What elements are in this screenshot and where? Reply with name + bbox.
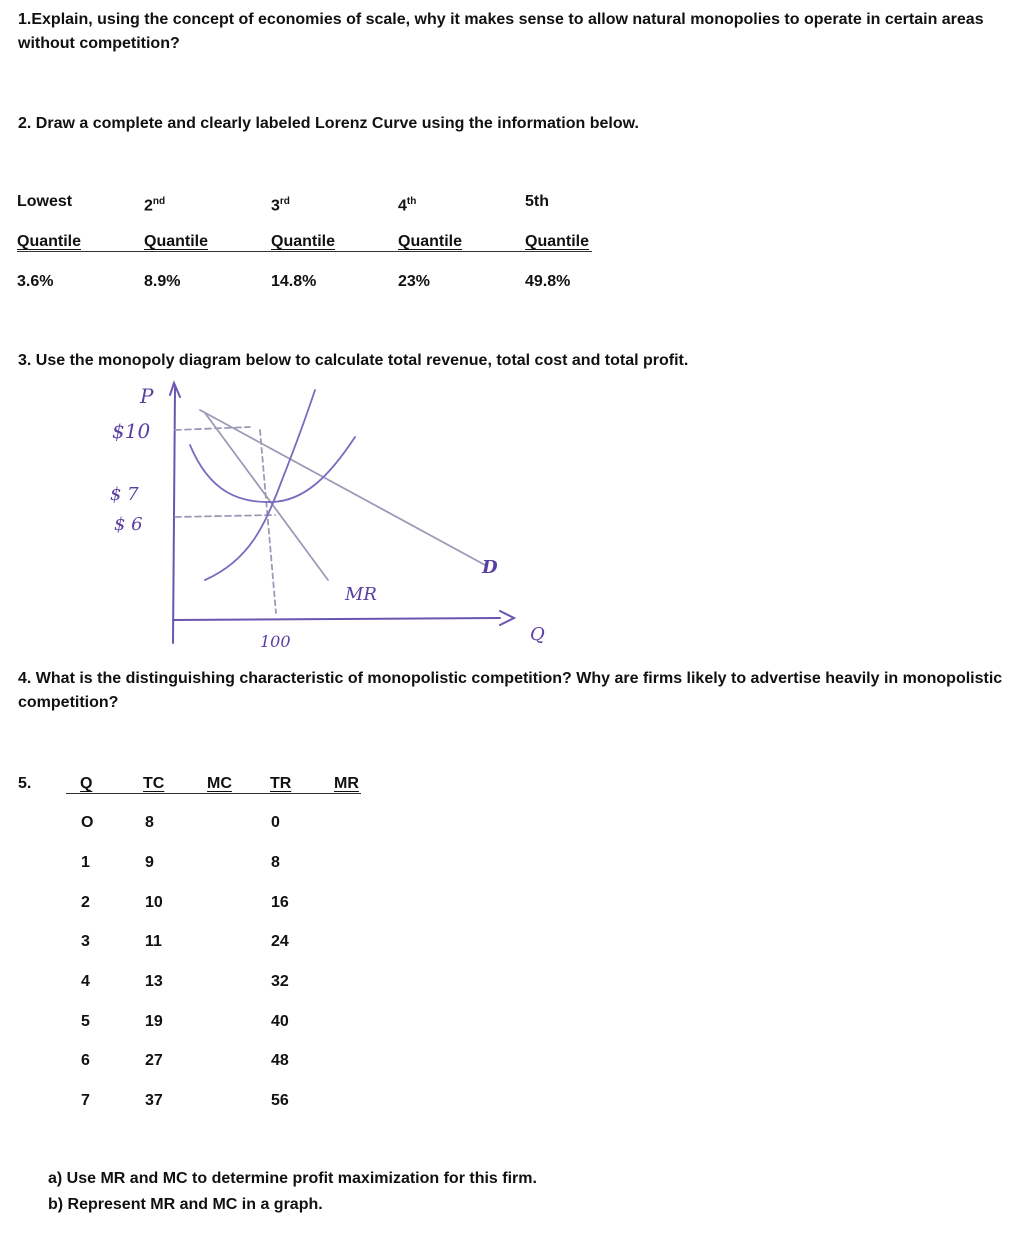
label-6: $ 6 [114,514,143,535]
question-5a: a) Use MR and MC to determine profit maximization for this firm. [48,1170,537,1187]
row-2-tr: 16 [271,894,289,911]
row-4-q: 4 [81,973,90,990]
row-7-tr: 56 [271,1092,289,1109]
lorenz-header-5: 5th [525,193,549,210]
row-6-tc: 27 [145,1052,163,1069]
row-3-q: 3 [81,933,90,950]
question-2: 2. Draw a complete and clearly labeled Lorenz Curve using the information below. [18,115,639,132]
col-header-tr: TR [270,775,292,792]
row-7-tc: 37 [145,1092,163,1109]
question-5b: b) Represent MR and MC in a graph. [48,1196,323,1213]
quantity-axis [173,618,500,620]
label-mr: MR [345,584,377,605]
question-5-number: 5. [18,775,32,792]
question-3: 3. Use the monopoly diagram below to calculate total revenue, total cost and total profit. [18,352,689,369]
lorenz-header-4: 4th [398,196,417,215]
lorenz-value-2: 8.9% [144,273,181,290]
lorenz-sub-3: Quantile [271,233,336,250]
row-0-tc: 8 [145,814,154,831]
row-2-q: 2 [81,894,90,911]
row-1-tc: 9 [145,854,154,871]
lorenz-value-3: 14.8% [271,273,317,290]
lorenz-value-1: 3.6% [17,273,54,290]
lorenz-sub-5: Quantile [525,233,590,250]
row-7-q: 7 [81,1092,90,1109]
lorenz-sub-1: Quantile [17,233,82,250]
col-header-mr: MR [334,775,359,792]
lorenz-rule [17,251,592,252]
row-1-q: 1 [81,854,90,871]
label-q: Q [530,624,545,645]
demand-curve [200,410,485,565]
row-1-tr: 8 [271,854,280,871]
col-header-tc: TC [143,775,165,792]
mc-curve [205,390,315,580]
row-0-q: O [81,814,94,831]
label-d: D [482,557,498,578]
col-header-mc: MC [207,775,232,792]
row-5-tr: 40 [271,1013,289,1030]
price-axis [173,387,175,643]
lorenz-sub-2: Quantile [144,233,209,250]
cost-dash [175,515,275,517]
label-7: $ 7 [110,484,139,505]
lorenz-value-4: 23% [398,273,431,290]
label-10: $10 [112,419,151,443]
row-6-q: 6 [81,1052,90,1069]
price-dash [175,427,250,430]
row-2-tc: 10 [145,894,163,911]
label-p: P [140,384,154,408]
atc-curve [190,437,355,502]
row-0-tr: 0 [271,814,280,831]
label-100: 100 [260,632,291,651]
row-5-q: 5 [81,1013,90,1030]
row-4-tr: 32 [271,973,289,990]
quantity-axis-arrow [500,611,514,625]
row-6-tr: 48 [271,1052,289,1069]
row-5-tc: 19 [145,1013,163,1030]
row-3-tc: 11 [145,933,162,950]
quantity-dash [260,430,276,613]
lorenz-header-2: 2nd [144,196,166,215]
table-header-rule [66,793,361,794]
monopoly-diagram [90,375,560,650]
col-header-q: Q [80,775,93,792]
question-4: 4. What is the distinguishing characteristic of monopolistic competition? Why are firms likely to advertise heavily in monopolistic competition? [18,670,1003,711]
lorenz-sub-4: Quantile [398,233,463,250]
lorenz-value-5: 49.8% [525,273,571,290]
lorenz-header-1: Lowest [17,193,73,210]
lorenz-header-3: 3rd [271,196,290,215]
row-4-tc: 13 [145,973,163,990]
question-1: 1.Explain, using the concept of economies of scale, why it makes sense to allow natural monopolies to operate in certain areas without competition? [18,11,984,52]
row-3-tr: 24 [271,933,289,950]
